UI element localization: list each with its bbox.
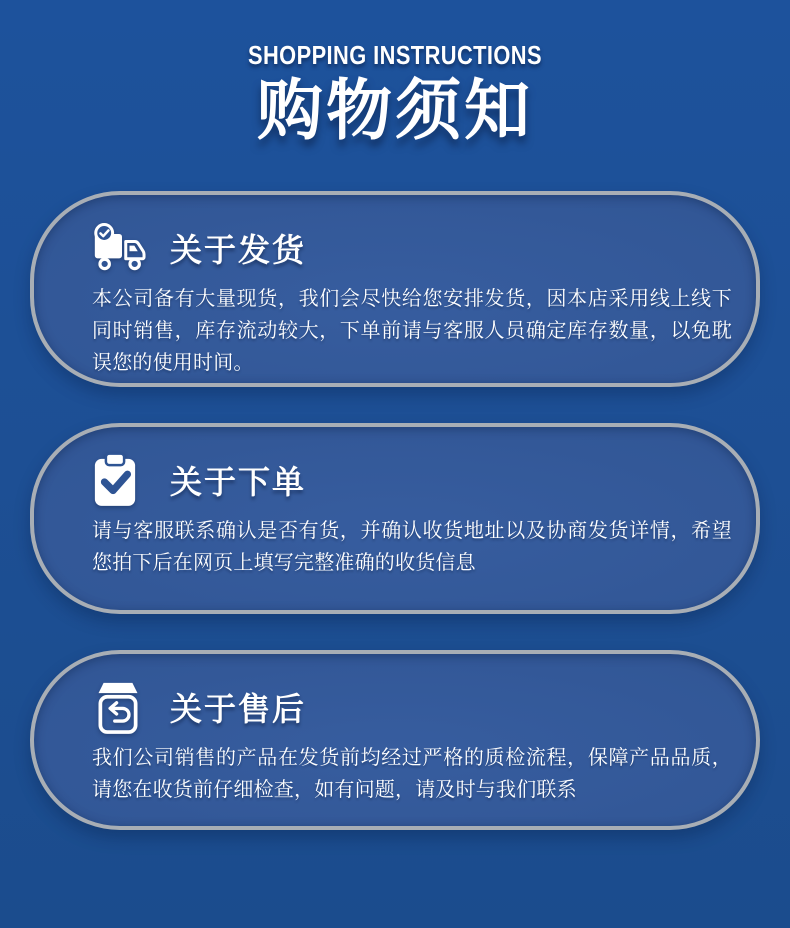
card-ordering	[30, 423, 760, 614]
card-aftersales-title: 关于售后	[170, 691, 307, 727]
card-aftersales	[30, 650, 760, 830]
box-return-icon	[92, 678, 152, 736]
card-ordering-title: 关于下单	[170, 464, 307, 500]
card-shipping-text: 本公司备有大量现货，我们会尽快给您安排发货，因本店采用线上线下同时销售，库存流动较大，下单前请与客服人员确定库存数量，以免耽误您的使用时间。	[92, 288, 732, 374]
card-shipping-title: 关于发货	[170, 232, 307, 268]
card-ordering-text: 请与客服联系确认是否有货，并确认收货地址以及协商发货详情，希望您拍下后在网页上填写完整准确的收货信息	[92, 520, 732, 574]
card-shipping-header	[92, 219, 732, 277]
truck-check-icon	[92, 219, 152, 277]
banner-header	[0, 0, 790, 147]
banner-title: 购物须知	[257, 73, 533, 147]
banner-subtitle: SHOPPING INSTRUCTIONS	[247, 40, 542, 70]
card-shipping	[30, 191, 760, 387]
card-aftersales-text: 我们公司销售的产品在发货前均经过严格的质检流程，保障产品品质，请您在收货前仔细检查，如有问题，请及时与我们联系	[92, 747, 732, 801]
clipboard-check-icon	[92, 451, 152, 509]
card-ordering-header	[92, 451, 732, 509]
card-aftersales-header	[92, 678, 732, 736]
info-cards	[30, 191, 760, 830]
